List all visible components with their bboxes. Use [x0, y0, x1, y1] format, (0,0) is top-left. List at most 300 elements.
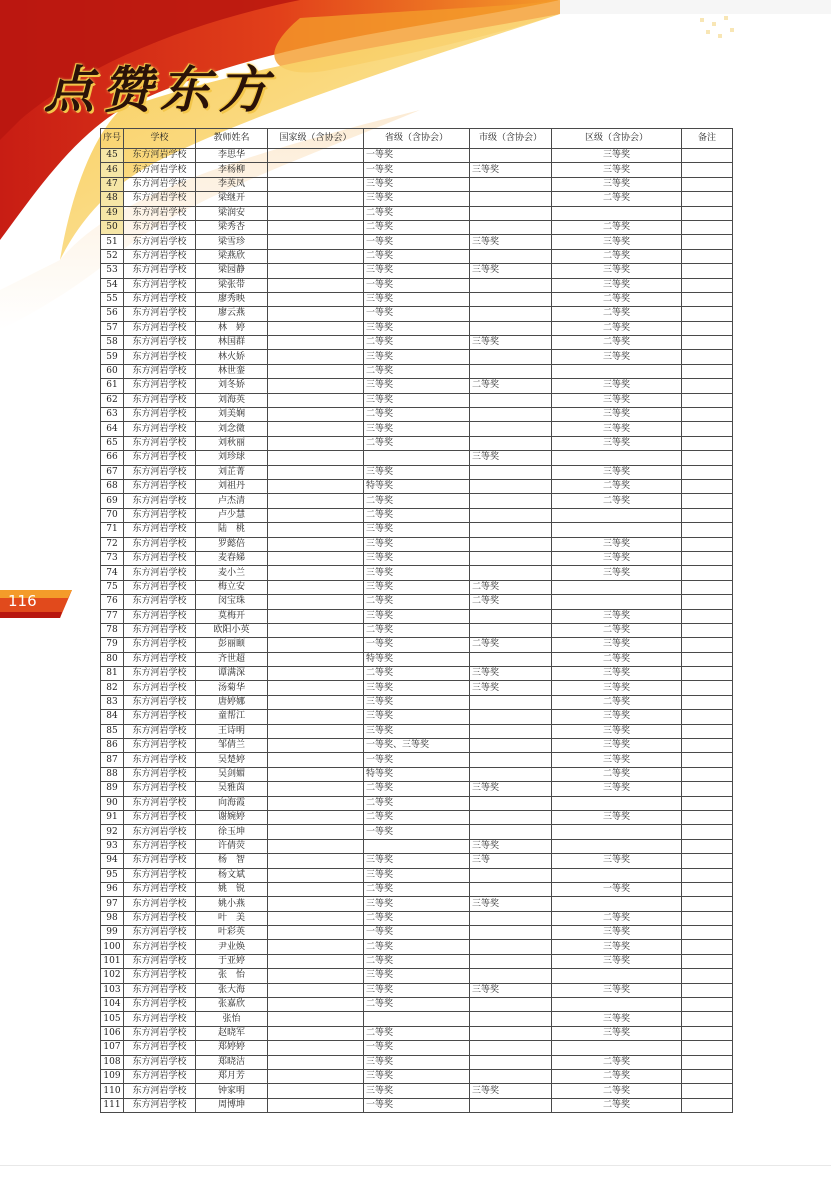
- table-row: [101, 264, 733, 278]
- national-award-cell: [268, 364, 364, 378]
- remarks-cell: [682, 882, 733, 896]
- table-row: [101, 249, 733, 263]
- national-award-cell: [268, 868, 364, 882]
- city-award-cell: [470, 796, 552, 810]
- school-cell: 东方河岩学校: [124, 1070, 196, 1084]
- national-award-cell: [268, 523, 364, 537]
- col-index-header: 序号: [101, 129, 124, 149]
- remarks-cell: [682, 609, 733, 623]
- teacher-name-cell: 童帮江: [196, 710, 268, 724]
- provincial-award-cell: 三等奖: [364, 724, 470, 738]
- national-award-cell: [268, 911, 364, 925]
- table-row: [101, 321, 733, 335]
- remarks-cell: [682, 595, 733, 609]
- teacher-name-cell: 梁燕欣: [196, 249, 268, 263]
- table-row: [101, 998, 733, 1012]
- teacher-name-cell: 叶 美: [196, 911, 268, 925]
- city-award-cell: [470, 494, 552, 508]
- national-award-cell: [268, 1098, 364, 1112]
- table-row: [101, 710, 733, 724]
- school-cell: 东方河岩学校: [124, 753, 196, 767]
- remarks-cell: [682, 551, 733, 565]
- remarks-cell: [682, 307, 733, 321]
- row-index: 85: [101, 724, 124, 738]
- remarks-cell: [682, 408, 733, 422]
- national-award-cell: [268, 264, 364, 278]
- school-cell: 东方河岩学校: [124, 393, 196, 407]
- remarks-cell: [682, 465, 733, 479]
- remarks-cell: [682, 177, 733, 191]
- national-award-cell: [268, 926, 364, 940]
- national-award-cell: [268, 479, 364, 493]
- school-cell: 东方河岩学校: [124, 220, 196, 234]
- school-cell: 东方河岩学校: [124, 451, 196, 465]
- remarks-cell: [682, 724, 733, 738]
- teacher-name-cell: 李思华: [196, 149, 268, 163]
- national-award-cell: [268, 623, 364, 637]
- table-row: [101, 1012, 733, 1026]
- table-row: [101, 767, 733, 781]
- school-cell: 东方河岩学校: [124, 307, 196, 321]
- provincial-award-cell: 三等奖: [364, 897, 470, 911]
- provincial-award-cell: 二等奖: [364, 1026, 470, 1040]
- school-cell: 东方河岩学校: [124, 825, 196, 839]
- remarks-cell: [682, 292, 733, 306]
- district-award-cell: 三等奖: [552, 926, 682, 940]
- city-award-cell: [470, 523, 552, 537]
- row-index: 54: [101, 278, 124, 292]
- city-award-cell: [470, 882, 552, 896]
- city-award-cell: [470, 911, 552, 925]
- district-award-cell: 二等奖: [552, 494, 682, 508]
- teacher-name-cell: 谢婉婷: [196, 810, 268, 824]
- city-award-cell: [470, 436, 552, 450]
- district-award-cell: [552, 508, 682, 522]
- district-award-cell: 三等奖: [552, 983, 682, 997]
- teacher-name-cell: 刘海英: [196, 393, 268, 407]
- provincial-award-cell: 特等奖: [364, 479, 470, 493]
- teacher-name-cell: 林 婷: [196, 321, 268, 335]
- district-award-cell: [552, 580, 682, 594]
- district-award-cell: [552, 998, 682, 1012]
- city-award-cell: 三等奖: [470, 1084, 552, 1098]
- row-index: 82: [101, 681, 124, 695]
- school-cell: 东方河岩学校: [124, 623, 196, 637]
- remarks-cell: [682, 422, 733, 436]
- school-cell: 东方河岩学校: [124, 940, 196, 954]
- school-cell: 东方河岩学校: [124, 350, 196, 364]
- national-award-cell: [268, 149, 364, 163]
- row-index: 105: [101, 1012, 124, 1026]
- national-award-cell: [268, 782, 364, 796]
- teacher-name-cell: 林火娇: [196, 350, 268, 364]
- national-award-cell: [268, 1084, 364, 1098]
- district-award-cell: 二等奖: [552, 220, 682, 234]
- row-index: 97: [101, 897, 124, 911]
- school-cell: 东方河岩学校: [124, 652, 196, 666]
- remarks-cell: [682, 753, 733, 767]
- district-award-cell: 三等奖: [552, 724, 682, 738]
- table-row: [101, 350, 733, 364]
- table-row: [101, 422, 733, 436]
- remarks-cell: [682, 537, 733, 551]
- table-row: [101, 479, 733, 493]
- teacher-name-cell: 李杨柳: [196, 163, 268, 177]
- provincial-award-cell: 二等奖: [364, 364, 470, 378]
- row-index: 75: [101, 580, 124, 594]
- provincial-award-cell: 一等奖: [364, 825, 470, 839]
- provincial-award-cell: 三等奖: [364, 523, 470, 537]
- provincial-award-cell: 三等奖: [364, 566, 470, 580]
- table-row: [101, 810, 733, 824]
- national-award-cell: [268, 954, 364, 968]
- remarks-cell: [682, 264, 733, 278]
- provincial-award-cell: 特等奖: [364, 652, 470, 666]
- provincial-award-cell: 二等奖: [364, 436, 470, 450]
- provincial-award-cell: 二等奖: [364, 408, 470, 422]
- provincial-award-cell: 三等奖: [364, 465, 470, 479]
- district-award-cell: 二等奖: [552, 623, 682, 637]
- row-index: 60: [101, 364, 124, 378]
- remarks-cell: [682, 839, 733, 853]
- school-cell: 东方河岩学校: [124, 882, 196, 896]
- district-award-cell: 三等奖: [552, 753, 682, 767]
- district-award-cell: 一等奖: [552, 882, 682, 896]
- provincial-award-cell: 三等奖: [364, 292, 470, 306]
- page-number: 116: [8, 592, 37, 610]
- row-index: 62: [101, 393, 124, 407]
- provincial-award-cell: 一等奖: [364, 235, 470, 249]
- school-cell: 东方河岩学校: [124, 681, 196, 695]
- remarks-cell: [682, 926, 733, 940]
- table-row: [101, 796, 733, 810]
- remarks-cell: [682, 810, 733, 824]
- table-row: [101, 408, 733, 422]
- row-index: 86: [101, 739, 124, 753]
- row-index: 89: [101, 782, 124, 796]
- provincial-award-cell: 三等奖: [364, 1084, 470, 1098]
- district-award-cell: 三等奖: [552, 566, 682, 580]
- table-row: [101, 465, 733, 479]
- remarks-cell: [682, 1055, 733, 1069]
- row-index: 68: [101, 479, 124, 493]
- city-award-cell: [470, 408, 552, 422]
- city-award-cell: [470, 465, 552, 479]
- table-row: [101, 1026, 733, 1040]
- table-row: [101, 609, 733, 623]
- district-award-cell: 三等奖: [552, 551, 682, 565]
- district-award-cell: 三等奖: [552, 177, 682, 191]
- city-award-cell: 二等奖: [470, 379, 552, 393]
- row-index: 90: [101, 796, 124, 810]
- teacher-name-cell: 张嘉欣: [196, 998, 268, 1012]
- remarks-cell: [682, 667, 733, 681]
- teacher-name-cell: 邹倩兰: [196, 739, 268, 753]
- remarks-cell: [682, 710, 733, 724]
- provincial-award-cell: 二等奖: [364, 623, 470, 637]
- national-award-cell: [268, 566, 364, 580]
- table-row: [101, 681, 733, 695]
- remarks-cell: [682, 998, 733, 1012]
- remarks-cell: [682, 566, 733, 580]
- provincial-award-cell: 二等奖: [364, 882, 470, 896]
- teacher-name-cell: 刘冬娇: [196, 379, 268, 393]
- city-award-cell: [470, 422, 552, 436]
- city-award-cell: [470, 206, 552, 220]
- table-row: [101, 839, 733, 853]
- provincial-award-cell: 二等奖: [364, 911, 470, 925]
- national-award-cell: [268, 897, 364, 911]
- city-award-cell: 三等奖: [470, 782, 552, 796]
- row-index: 79: [101, 638, 124, 652]
- table-row: [101, 911, 733, 925]
- remarks-cell: [682, 350, 733, 364]
- district-award-cell: 三等奖: [552, 235, 682, 249]
- national-award-cell: [268, 1026, 364, 1040]
- teacher-name-cell: 梁雪珍: [196, 235, 268, 249]
- national-award-cell: [268, 739, 364, 753]
- city-award-cell: [470, 710, 552, 724]
- district-award-cell: 二等奖: [552, 292, 682, 306]
- city-award-cell: [470, 954, 552, 968]
- remarks-cell: [682, 911, 733, 925]
- teacher-name-cell: 刘祖丹: [196, 479, 268, 493]
- teacher-name-cell: 罗懿倍: [196, 537, 268, 551]
- teacher-name-cell: 梁继开: [196, 192, 268, 206]
- city-award-cell: 三等奖: [470, 681, 552, 695]
- remarks-cell: [682, 206, 733, 220]
- teacher-name-cell: 郑月芳: [196, 1070, 268, 1084]
- row-index: 100: [101, 940, 124, 954]
- school-cell: 东方河岩学校: [124, 321, 196, 335]
- table-row: [101, 206, 733, 220]
- district-award-cell: 三等奖: [552, 379, 682, 393]
- row-index: 71: [101, 523, 124, 537]
- teacher-name-cell: 郑婷婷: [196, 1041, 268, 1055]
- table-row: [101, 1084, 733, 1098]
- table-row: [101, 220, 733, 234]
- school-cell: 东方河岩学校: [124, 364, 196, 378]
- table-row: [101, 954, 733, 968]
- row-index: 106: [101, 1026, 124, 1040]
- school-cell: 东方河岩学校: [124, 408, 196, 422]
- page-title: 点赞东方: [44, 60, 276, 119]
- district-award-cell: 二等奖: [552, 911, 682, 925]
- row-index: 57: [101, 321, 124, 335]
- provincial-award-cell: 三等奖: [364, 1055, 470, 1069]
- table-row: [101, 882, 733, 896]
- national-award-cell: [268, 177, 364, 191]
- row-index: 109: [101, 1070, 124, 1084]
- teacher-name-cell: 姚小燕: [196, 897, 268, 911]
- city-award-cell: [470, 364, 552, 378]
- row-index: 83: [101, 695, 124, 709]
- remarks-cell: [682, 969, 733, 983]
- city-award-cell: 三等奖: [470, 235, 552, 249]
- table-row: [101, 667, 733, 681]
- teacher-name-cell: 林世銮: [196, 364, 268, 378]
- col-teacher-header: 教师姓名: [196, 129, 268, 149]
- row-index: 66: [101, 451, 124, 465]
- provincial-award-cell: 二等奖: [364, 810, 470, 824]
- remarks-cell: [682, 192, 733, 206]
- remarks-cell: [682, 1070, 733, 1084]
- teacher-name-cell: 于亚婷: [196, 954, 268, 968]
- row-index: 101: [101, 954, 124, 968]
- city-award-cell: [470, 1098, 552, 1112]
- school-cell: 东方河岩学校: [124, 667, 196, 681]
- district-award-cell: [552, 868, 682, 882]
- school-cell: 东方河岩学校: [124, 508, 196, 522]
- school-cell: 东方河岩学校: [124, 177, 196, 191]
- provincial-award-cell: 三等奖: [364, 192, 470, 206]
- provincial-award-cell: [364, 839, 470, 853]
- teacher-name-cell: 向海霞: [196, 796, 268, 810]
- provincial-award-cell: 一等奖: [364, 278, 470, 292]
- table-row: [101, 551, 733, 565]
- provincial-award-cell: 三等奖: [364, 609, 470, 623]
- national-award-cell: [268, 753, 364, 767]
- school-cell: 东方河岩学校: [124, 638, 196, 652]
- district-award-cell: 三等奖: [552, 1012, 682, 1026]
- provincial-award-cell: 三等奖: [364, 710, 470, 724]
- row-index: 59: [101, 350, 124, 364]
- city-award-cell: [470, 307, 552, 321]
- remarks-cell: [682, 623, 733, 637]
- district-award-cell: 二等奖: [552, 336, 682, 350]
- provincial-award-cell: 三等奖: [364, 868, 470, 882]
- national-award-cell: [268, 983, 364, 997]
- city-award-cell: [470, 1055, 552, 1069]
- remarks-cell: [682, 451, 733, 465]
- row-index: 111: [101, 1098, 124, 1112]
- provincial-award-cell: 三等奖: [364, 350, 470, 364]
- national-award-cell: [268, 508, 364, 522]
- city-award-cell: [470, 998, 552, 1012]
- provincial-award-cell: 一等奖: [364, 926, 470, 940]
- row-index: 94: [101, 854, 124, 868]
- school-cell: 东方河岩学校: [124, 566, 196, 580]
- row-index: 78: [101, 623, 124, 637]
- district-award-cell: [552, 839, 682, 853]
- district-award-cell: 三等奖: [552, 278, 682, 292]
- teacher-name-cell: 杨 智: [196, 854, 268, 868]
- row-index: 93: [101, 839, 124, 853]
- row-index: 47: [101, 177, 124, 191]
- district-award-cell: 二等奖: [552, 1098, 682, 1112]
- district-award-cell: 二等奖: [552, 321, 682, 335]
- row-index: 65: [101, 436, 124, 450]
- national-award-cell: [268, 998, 364, 1012]
- school-cell: 东方河岩学校: [124, 206, 196, 220]
- table-row: [101, 940, 733, 954]
- district-award-cell: 三等奖: [552, 940, 682, 954]
- school-cell: 东方河岩学校: [124, 839, 196, 853]
- school-cell: 东方河岩学校: [124, 810, 196, 824]
- col-school-header: 学校: [124, 129, 196, 149]
- table-row: [101, 523, 733, 537]
- table-row: [101, 537, 733, 551]
- table-row: [101, 508, 733, 522]
- teacher-name-cell: 欧阳小英: [196, 623, 268, 637]
- district-award-cell: 二等奖: [552, 1055, 682, 1069]
- row-index: 45: [101, 149, 124, 163]
- table-row: [101, 926, 733, 940]
- city-award-cell: [470, 868, 552, 882]
- national-award-cell: [268, 278, 364, 292]
- provincial-award-cell: 二等奖: [364, 595, 470, 609]
- district-award-cell: 二等奖: [552, 695, 682, 709]
- city-award-cell: 三等奖: [470, 983, 552, 997]
- remarks-cell: [682, 1012, 733, 1026]
- national-award-cell: [268, 710, 364, 724]
- teacher-name-cell: 刘美娴: [196, 408, 268, 422]
- teacher-name-cell: 卢杰清: [196, 494, 268, 508]
- school-cell: 东方河岩学校: [124, 1041, 196, 1055]
- national-award-cell: [268, 595, 364, 609]
- provincial-award-cell: 三等奖: [364, 393, 470, 407]
- school-cell: 东方河岩学校: [124, 724, 196, 738]
- row-index: 80: [101, 652, 124, 666]
- national-award-cell: [268, 681, 364, 695]
- remarks-cell: [682, 940, 733, 954]
- city-award-cell: [470, 695, 552, 709]
- table-row: [101, 364, 733, 378]
- provincial-award-cell: [364, 1012, 470, 1026]
- school-cell: 东方河岩学校: [124, 782, 196, 796]
- remarks-cell: [682, 494, 733, 508]
- remarks-cell: [682, 436, 733, 450]
- remarks-cell: [682, 163, 733, 177]
- city-award-cell: [470, 767, 552, 781]
- district-award-cell: 三等奖: [552, 782, 682, 796]
- national-award-cell: [268, 321, 364, 335]
- table-row: [101, 336, 733, 350]
- teacher-name-cell: 尹业焕: [196, 940, 268, 954]
- school-cell: 东方河岩学校: [124, 1084, 196, 1098]
- district-award-cell: 二等奖: [552, 307, 682, 321]
- table-row: [101, 868, 733, 882]
- school-cell: 东方河岩学校: [124, 739, 196, 753]
- city-award-cell: [470, 825, 552, 839]
- provincial-award-cell: 二等奖: [364, 998, 470, 1012]
- provincial-award-cell: 三等奖: [364, 695, 470, 709]
- teacher-name-cell: 赵晓军: [196, 1026, 268, 1040]
- row-index: 84: [101, 710, 124, 724]
- teacher-name-cell: 梁秀杏: [196, 220, 268, 234]
- national-award-cell: [268, 206, 364, 220]
- remarks-cell: [682, 854, 733, 868]
- district-award-cell: 三等奖: [552, 149, 682, 163]
- school-cell: 东方河岩学校: [124, 580, 196, 594]
- city-award-cell: [470, 1041, 552, 1055]
- teacher-name-cell: 谭满深: [196, 667, 268, 681]
- provincial-award-cell: 三等奖: [364, 321, 470, 335]
- provincial-award-cell: 二等奖: [364, 940, 470, 954]
- col-remarks-header: 备注: [682, 129, 733, 149]
- teacher-name-cell: 刘念微: [196, 422, 268, 436]
- provincial-award-cell: 二等奖: [364, 494, 470, 508]
- city-award-cell: [470, 321, 552, 335]
- school-cell: 东方河岩学校: [124, 1055, 196, 1069]
- provincial-award-cell: 一等奖: [364, 307, 470, 321]
- national-award-cell: [268, 436, 364, 450]
- school-cell: 东方河岩学校: [124, 278, 196, 292]
- district-award-cell: [552, 364, 682, 378]
- table-row: [101, 782, 733, 796]
- remarks-cell: [682, 1041, 733, 1055]
- table-row: [101, 393, 733, 407]
